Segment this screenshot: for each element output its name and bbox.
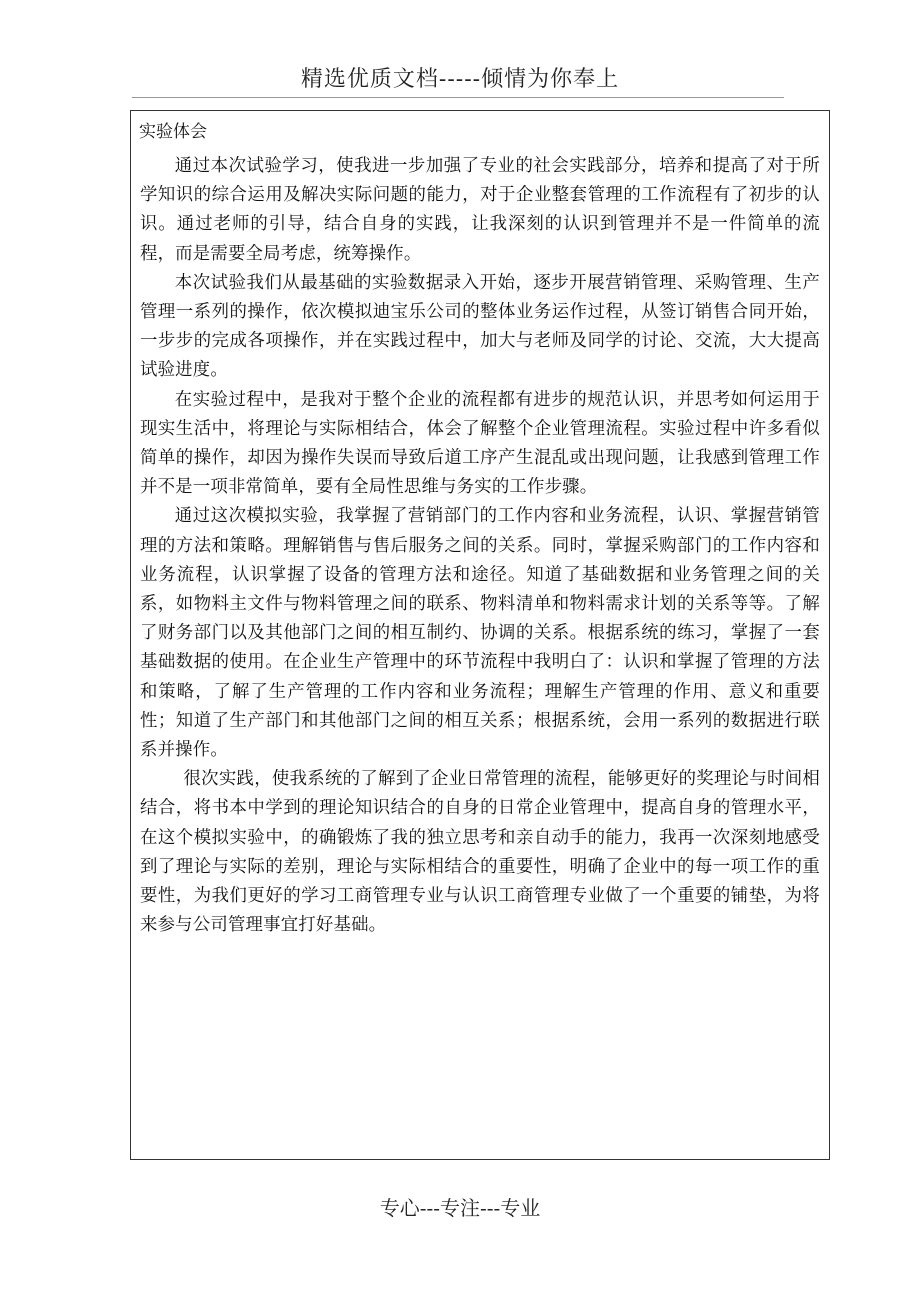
paragraph-1: 通过本次试验学习，使我进一步加强了专业的社会实践部分，培养和提高了对于所学知识的综合运用及解决实际问题的能力，对于企业整套管理的工作流程有了初步的认识。通过老师的引导，结合自身的实践，让我深刻的认识到管理并不是一件简单的流程，而是需要全局考虑，统筹操作。 (140, 156, 820, 264)
page-header-title: 精选优质文档-----倾情为你奉上 (300, 67, 620, 92)
section-title: 实验体会 (139, 122, 207, 142)
paragraph-5: 很次实践，使我系统的了解到了企业日常管理的流程，能够更好的奖理论与时间相结合，将书本中学到的理论知识结合的自身的日常企业管理中，提高自身的管理水平，在这个模拟实验中，的确锻炼了我的独立思考和亲自动手的能力，我再一次深刻地感受到了理论与实际的差别，理论与实际相结合的重要性，明确了企业中的每一项工作的重要性，为我们更好的学习工商管理专业与认识工商管理专业做了一个重要的铺垫，为将来参与公司管理事宜打好基础。 (140, 769, 820, 936)
page-footer: 专心---专注---专业 (379, 1196, 541, 1220)
paragraph-3: 在实验过程中，是我对于整个企业的流程都有进步的规范认识，并思考如何运用于现实生活中，将理论与实际相结合，体会了解整个企业管理流程。实验过程中许多看似简单的操作，却因为操作失误而导致后道工序产生混乱或出现问题，让我感到管理工作并不是一项非常简单，要有全局性思维与务实的工作步骤。 (140, 389, 820, 498)
body-text (140, 152, 820, 940)
report-table-cell (130, 110, 830, 1160)
header-divider (132, 97, 784, 98)
paragraph-4: 通过这次模拟实验，我掌握了营销部门的工作内容和业务流程，认识、掌握营销管理的方法和策略。理解销售与售后服务之间的关系。同时，掌握采购部门的工作内容和业务流程，认识掌握了设备的管理方法和途径。知道了基础数据和业务管理之间的关系，如物料主文件与物料管理之间的联系、物料清单和物料需求计划的关系等等。了解了财务部门以及其他部门之间的相互制约、协调的关系。根据系统的练习，掌握了一套基础数据的使用。在企业生产管理中的环节流程中我明白了：认识和掌握了管理的方法和策略，了解了生产管理的工作内容和业务流程；理解生产管理的作用、意义和重要性；知道了生产部门和其他部门之间的相互关系；根据系统，会用一系列的数据进行联系并操作。 (140, 506, 820, 761)
paragraph-2: 本次试验我们从最基础的实验数据录入开始，逐步开展营销管理、采购管理、生产管理一系列的操作，依次模拟迪宝乐公司的整体业务运作过程，从签订销售合同开始，一步步的完成各项操作，并在实践过程中，加大与老师及同学的讨论、交流，大大提高试验进度。 (140, 272, 820, 381)
